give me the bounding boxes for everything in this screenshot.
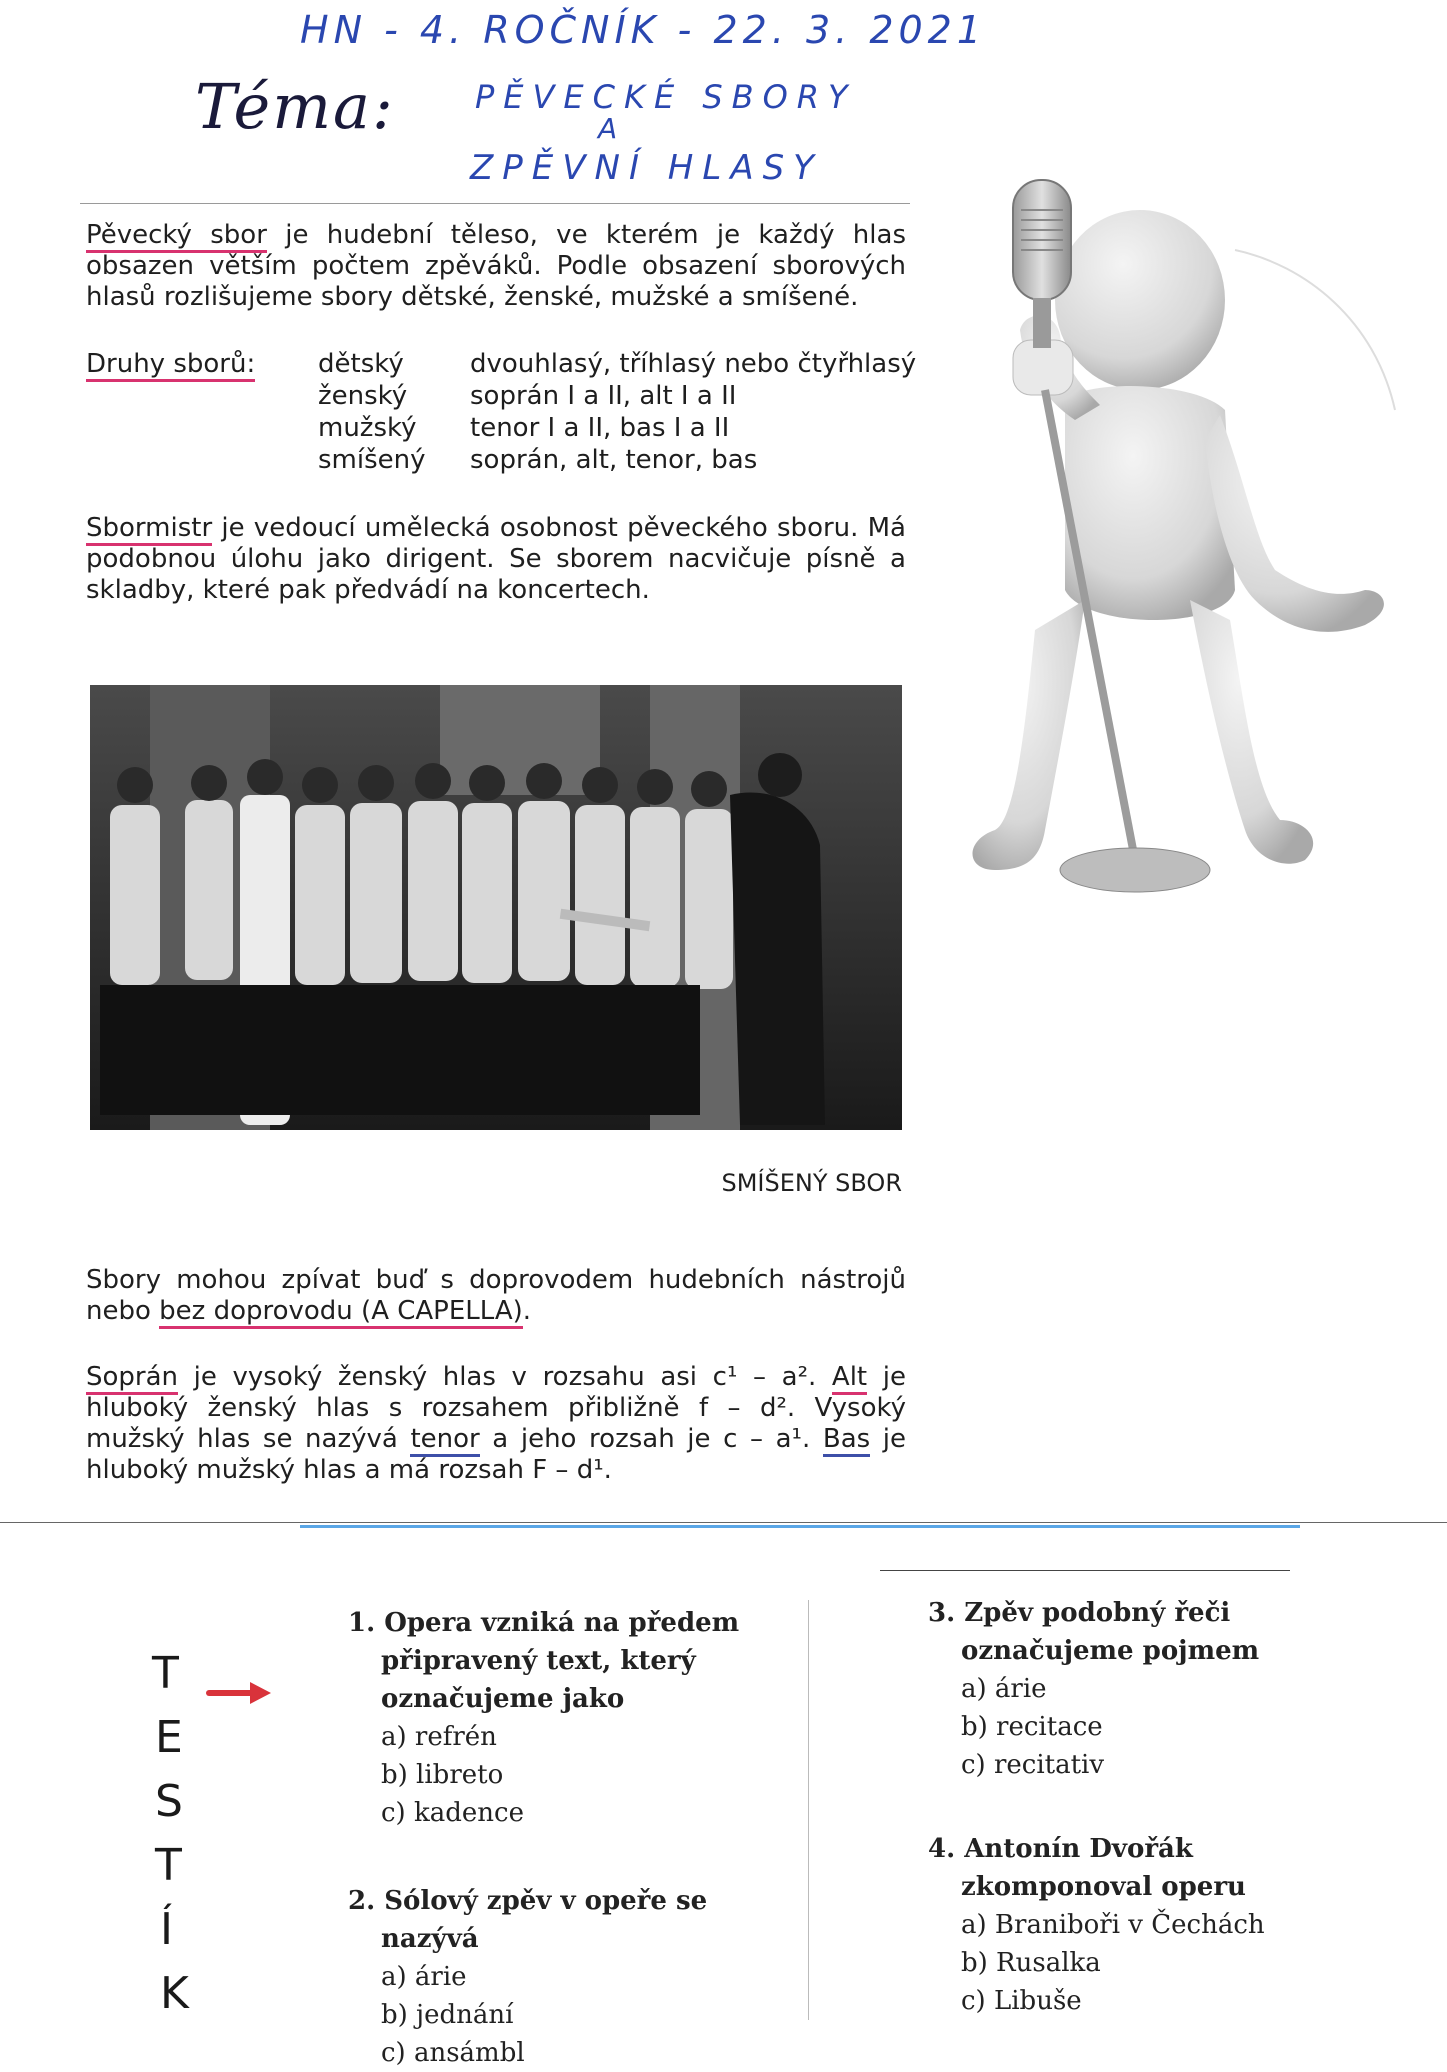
term-tenor: tenor — [410, 1424, 479, 1457]
handwritten-class-date: HN - 4. ROČNÍK - 22. 3. 2021 — [300, 8, 987, 52]
test-question-1 — [348, 1604, 768, 1832]
choir-types-label: Druhy sborů: — [86, 348, 255, 380]
handwritten-topic-line1: PĚVECKÉ SBORY — [475, 78, 857, 116]
handwritten-tema-label: Téma: — [195, 70, 395, 143]
section-divider — [0, 1522, 1447, 1523]
answer-option: a) árie — [381, 1962, 467, 1992]
paragraph-voices: Soprán je vysoký ženský hlas v rozsahu asi c¹ – a². Alt je hluboký ženský hlas s rozsahem přibližně f – d². Vysoký mužský hlas se nazývá tenor a jeho rozsah je c – a¹. Bas je hluboký mužský hlas a má rozsah F – d¹. — [86, 1362, 907, 1485]
question-text: 1. Opera vzniká na předem připravený text, který označujeme jako — [348, 1608, 740, 1714]
paragraph-choir-definition: Pěvecký sbor je hudební těleso, ve kterém je každý hlas obsazen větším počtem zpěváků. Podle obsazení sborových hlasů rozlišujeme sbory dětské, ženské, mužské a smíšené. — [86, 220, 906, 312]
test-letter: T — [155, 1840, 182, 1891]
test-question-4 — [928, 1830, 1348, 2020]
choir-photo — [90, 685, 902, 1130]
choir-voices-list — [470, 348, 916, 476]
term-sopran: Soprán — [86, 1362, 178, 1395]
blue-highlight-line — [300, 1525, 1300, 1528]
test-letter: K — [160, 1968, 189, 2019]
choir-type: smíšený — [318, 445, 426, 475]
arrow-right-icon — [205, 1678, 275, 1708]
test-letter: Í — [160, 1904, 173, 1955]
test-column-divider — [808, 1600, 809, 2020]
choir-voices: soprán I a II, alt I a II — [470, 381, 737, 411]
term-alt: Alt — [832, 1362, 867, 1395]
top-rule — [80, 203, 910, 204]
question-text: 3. Zpěv podobný řeči označujeme pojmem — [928, 1598, 1260, 1666]
question-text: 2. Sólový zpěv v opeře se nazývá — [348, 1886, 708, 1954]
test-question-3 — [928, 1594, 1348, 1784]
answer-option: a) refrén — [381, 1722, 497, 1752]
question-text: 4. Antonín Dvořák zkomponoval operu — [928, 1834, 1246, 1902]
paragraph-sbormistr: Sbormistr je vedoucí umělecká osobnost pěveckého sboru. Má podobnou úlohu jako dirigent. Se sborem nacvičuje písně a skladby, které pak předvádí na koncertech. — [86, 513, 906, 605]
choir-type: dětský — [318, 349, 404, 379]
choir-types-list — [318, 348, 426, 476]
answer-option: c) ansámbl — [381, 2038, 525, 2068]
test-question-2 — [348, 1882, 808, 2072]
choir-voices: dvouhlasý, tříhlasý nebo čtyřhlasý — [470, 349, 917, 379]
choir-voices: tenor I a II, bas I a II — [470, 413, 730, 443]
answer-option: b) Rusalka — [961, 1948, 1101, 1978]
answer-option: a) árie — [961, 1674, 1047, 1704]
term-bas: Bas — [823, 1424, 870, 1457]
choir-voices: soprán, alt, tenor, bas — [470, 445, 758, 475]
answer-option: c) kadence — [381, 1798, 524, 1828]
term-pevecky-sbor: Pěvecký sbor — [86, 220, 267, 253]
handwritten-topic-line2: A — [598, 112, 624, 145]
handwritten-topic-line3: ZPĚVNÍ HLASY — [470, 148, 823, 188]
answer-option: a) Braniboři v Čechách — [961, 1910, 1265, 1940]
answer-option: b) jednání — [381, 2000, 514, 2030]
choir-type: mužský — [318, 413, 417, 443]
term-sbormistr: Sbormistr — [86, 513, 212, 546]
answer-option: b) libreto — [381, 1760, 504, 1790]
test-letter: S — [155, 1776, 183, 1827]
answer-option: c) recitativ — [961, 1750, 1105, 1780]
term-a-capella: bez doprovodu (A CAPELLA) — [159, 1296, 523, 1329]
singer-figure-image — [925, 170, 1425, 940]
test-letter: T — [152, 1648, 179, 1699]
photo-caption: SMÍŠENÝ SBOR — [721, 1169, 902, 1197]
answer-option: c) Libuše — [961, 1986, 1082, 2016]
test-top-rule — [880, 1570, 1290, 1571]
choir-type: ženský — [318, 381, 408, 411]
paragraph-a-capella: Sbory mohou zpívat buď s doprovodem hudebních nástrojů nebo bez doprovodu (A CAPELLA). — [86, 1265, 906, 1327]
test-letter: E — [155, 1712, 183, 1763]
answer-option: b) recitace — [961, 1712, 1103, 1742]
